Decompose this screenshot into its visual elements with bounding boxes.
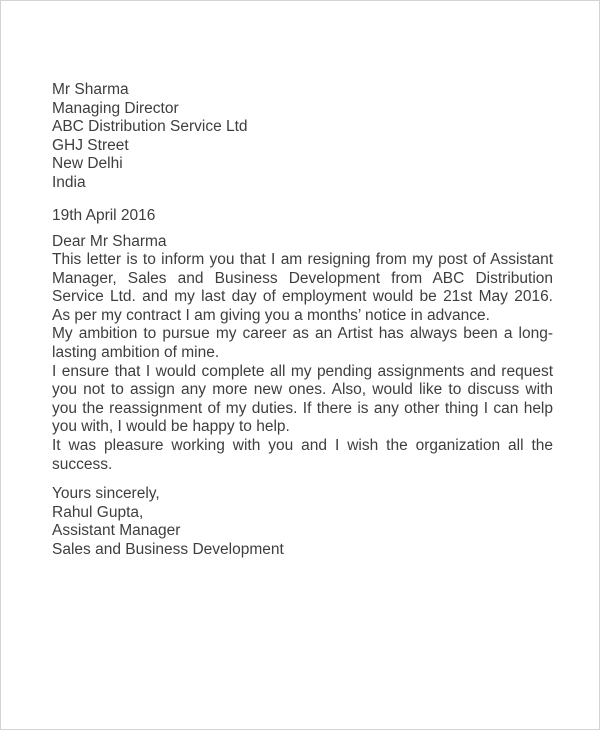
signature-name: Rahul Gupta,	[52, 503, 144, 521]
body-line: you the reassignment of my duties. If there is any other thing I can help	[52, 399, 553, 417]
signature-title: Assistant Manager	[52, 522, 181, 540]
closing-phrase: Yours sincerely,	[52, 485, 160, 503]
body-line: This letter is to inform you that I am resigning from my post of Assistant	[52, 251, 553, 269]
body-line: I ensure that I would complete all my pending assignments and request	[52, 362, 553, 380]
body-line: lasting ambition of mine.	[52, 344, 220, 362]
recipient-company: ABC Distribution Service Ltd	[52, 118, 248, 135]
signature-block	[52, 485, 553, 559]
body-line: success.	[52, 455, 113, 473]
body-line: It was pleasure working with you and I wish the organization all the	[52, 437, 553, 455]
body-line: Service Ltd. and my last day of employment would be 21st May 2016.	[52, 288, 553, 306]
salutation: Dear Mr Sharma	[52, 232, 167, 250]
recipient-street: GHJ Street	[52, 136, 129, 154]
body-line: Manager, Sales and Business Development from ABC Distribution	[52, 269, 553, 287]
body-line: you with, I would be happy to help.	[52, 418, 290, 436]
letter-date: 19th April 2016	[52, 207, 156, 224]
recipient-address	[52, 81, 553, 192]
recipient-name: Mr Sharma	[52, 81, 129, 98]
signature-department: Sales and Business Development	[52, 540, 284, 558]
body-line: As per my contract I am giving you a months’ notice in advance.	[52, 306, 490, 324]
letter-body	[52, 233, 553, 475]
recipient-title: Managing Director	[52, 99, 179, 117]
body-line: you not to assign any more new ones. Also, would like to discuss with	[52, 381, 553, 399]
body-line: My ambition to pursue my career as an Artist has always been a long-	[52, 325, 553, 343]
recipient-city: New Delhi	[52, 155, 123, 172]
recipient-country: India	[52, 173, 86, 191]
